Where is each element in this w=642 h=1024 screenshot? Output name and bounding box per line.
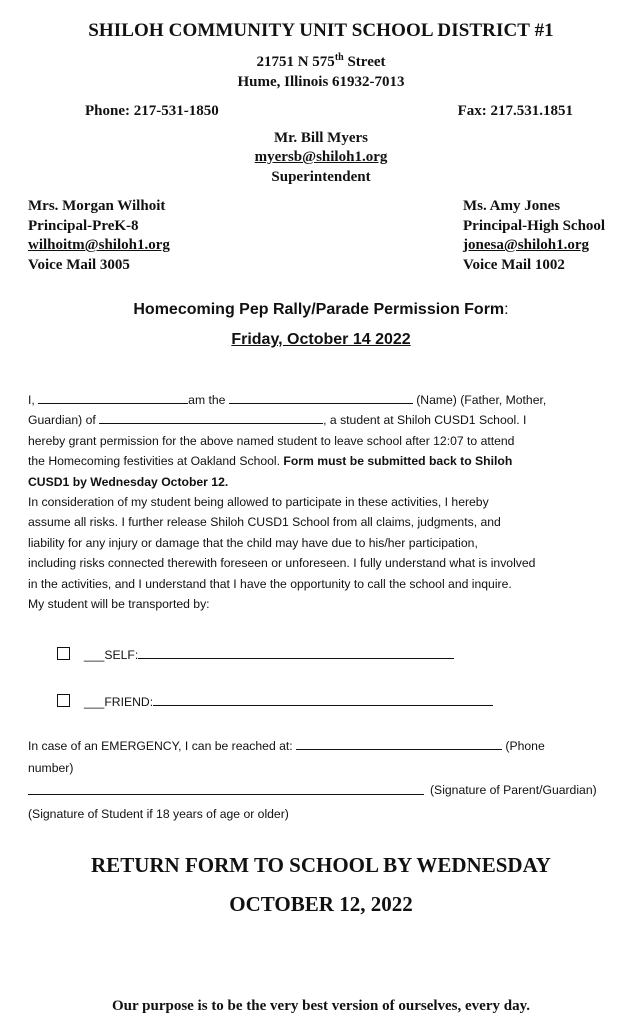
superintendent-email[interactable]: [0, 149, 642, 166]
form-body: [28, 390, 628, 614]
emergency-number-label: number): [28, 761, 74, 775]
fax-number: Fax: 217.531.1851: [457, 103, 573, 119]
self-checkbox[interactable]: [57, 647, 70, 660]
body-line-9: including risks connected therewith foreseen or unforeseen. I fully understand what is involved: [28, 556, 536, 571]
transport-option-friend[interactable]: [57, 692, 493, 712]
left-principal-voicemail: Voice Mail 3005: [28, 256, 130, 273]
line1-part-a: I,: [28, 393, 39, 407]
right-principal-voicemail: Voice Mail 1002: [463, 256, 565, 273]
line2-part-b: , a student at Shiloh CUSD1 School. I: [323, 413, 527, 428]
emergency-line: [28, 736, 545, 756]
form-title-colon: :: [504, 301, 509, 318]
right-principal-email[interactable]: jonesa@shiloh1.org: [463, 237, 590, 253]
line4-part-b: Form must be submitted back to Shiloh: [283, 454, 513, 469]
right-principal-title: Principal-High School: [463, 217, 606, 234]
district-name: SHILOH COMMUNITY UNIT SCHOOL DISTRICT #1: [88, 20, 554, 41]
phone-number: Phone: 217-531-1850: [85, 103, 219, 119]
left-principal-title: Principal-PreK-8: [28, 217, 139, 234]
return-notice-line-1: RETURN FORM TO SCHOOL BY WEDNESDAY: [91, 853, 551, 877]
body-line-8: liability for any injury or damage that the child may have due to his/her participation,: [28, 535, 478, 550]
body-line-1: [28, 390, 628, 410]
parent-signature-line[interactable]: [28, 794, 424, 795]
left-principal-block: [28, 197, 170, 275]
relationship-input[interactable]: [229, 391, 413, 404]
student-name-input[interactable]: [99, 411, 323, 424]
superintendent-email-link[interactable]: myersb@shiloh1.org: [254, 149, 388, 165]
body-line-7: assume all risks. I further release Shiloh CUSD1 School from all claims, judgments, and: [28, 515, 501, 530]
form-date-text: Friday, October 14 2022: [231, 331, 411, 348]
city-state-zip: Hume, Illinois 61932-7013: [237, 74, 405, 90]
left-principal-name: Mrs. Morgan Wilhoit: [28, 198, 166, 214]
body-line-10: in the activities, and I understand that I have the opportunity to call the school and inquire.: [28, 576, 512, 591]
emergency-label: In case of an EMERGENCY, I can be reached at:: [28, 739, 297, 753]
superintendent-title: Superintendent: [271, 169, 371, 185]
line4-part-a: the Homecoming festivities at Oakland School.: [28, 454, 284, 469]
street-suffix: th: [334, 52, 344, 63]
self-label: ___SELF:: [84, 648, 139, 662]
left-principal-email[interactable]: wilhoitm@shiloh1.org: [28, 237, 170, 253]
body-line-11: My student will be transported by:: [28, 597, 210, 612]
emergency-phone-label: (Phone: [502, 739, 545, 753]
return-notice-line-2: OCTOBER 12, 2022: [229, 892, 413, 916]
transport-option-self[interactable]: [57, 645, 454, 665]
student-signature-label: (Signature of Student if 18 years of age or older): [28, 807, 289, 821]
form-title: [0, 301, 642, 319]
form-title-text: Homecoming Pep Rally/Parade Permission Form: [133, 301, 505, 318]
friend-label: ___FRIEND:: [84, 695, 154, 709]
body-line-4: [28, 451, 628, 471]
friend-input[interactable]: [153, 693, 493, 706]
street-number: 21751 N 575: [256, 54, 335, 70]
line2-part-a: Guardian) of: [28, 413, 100, 428]
street-address: [0, 52, 642, 71]
line1-part-b: am the: [188, 393, 229, 407]
line1-part-c: (Name) (Father, Mother,: [412, 393, 547, 407]
body-line-2: [28, 410, 628, 430]
body-line-5: CUSD1 by Wednesday October 12.: [28, 474, 229, 489]
body-line-6: In consideration of my student being allowed to participate in these activities, I hereby: [28, 495, 489, 510]
right-principal-name: Ms. Amy Jones: [463, 198, 561, 214]
friend-checkbox[interactable]: [57, 694, 70, 707]
street-name: Street: [343, 54, 386, 70]
body-line-3: hereby grant permission for the above named student to leave school after 12:07 to attend: [28, 433, 515, 448]
right-principal-block: [463, 197, 605, 275]
form-date: [0, 331, 642, 349]
parent-signature-label: (Signature of Parent/Guardian): [430, 783, 597, 797]
superintendent-name: Mr. Bill Myers: [273, 130, 368, 146]
self-input[interactable]: [138, 646, 454, 659]
parent-name-input[interactable]: [38, 391, 188, 404]
emergency-phone-input[interactable]: [296, 737, 502, 750]
footer-motto: Our purpose is to be the very best version of ourselves, every day.: [111, 998, 531, 1014]
